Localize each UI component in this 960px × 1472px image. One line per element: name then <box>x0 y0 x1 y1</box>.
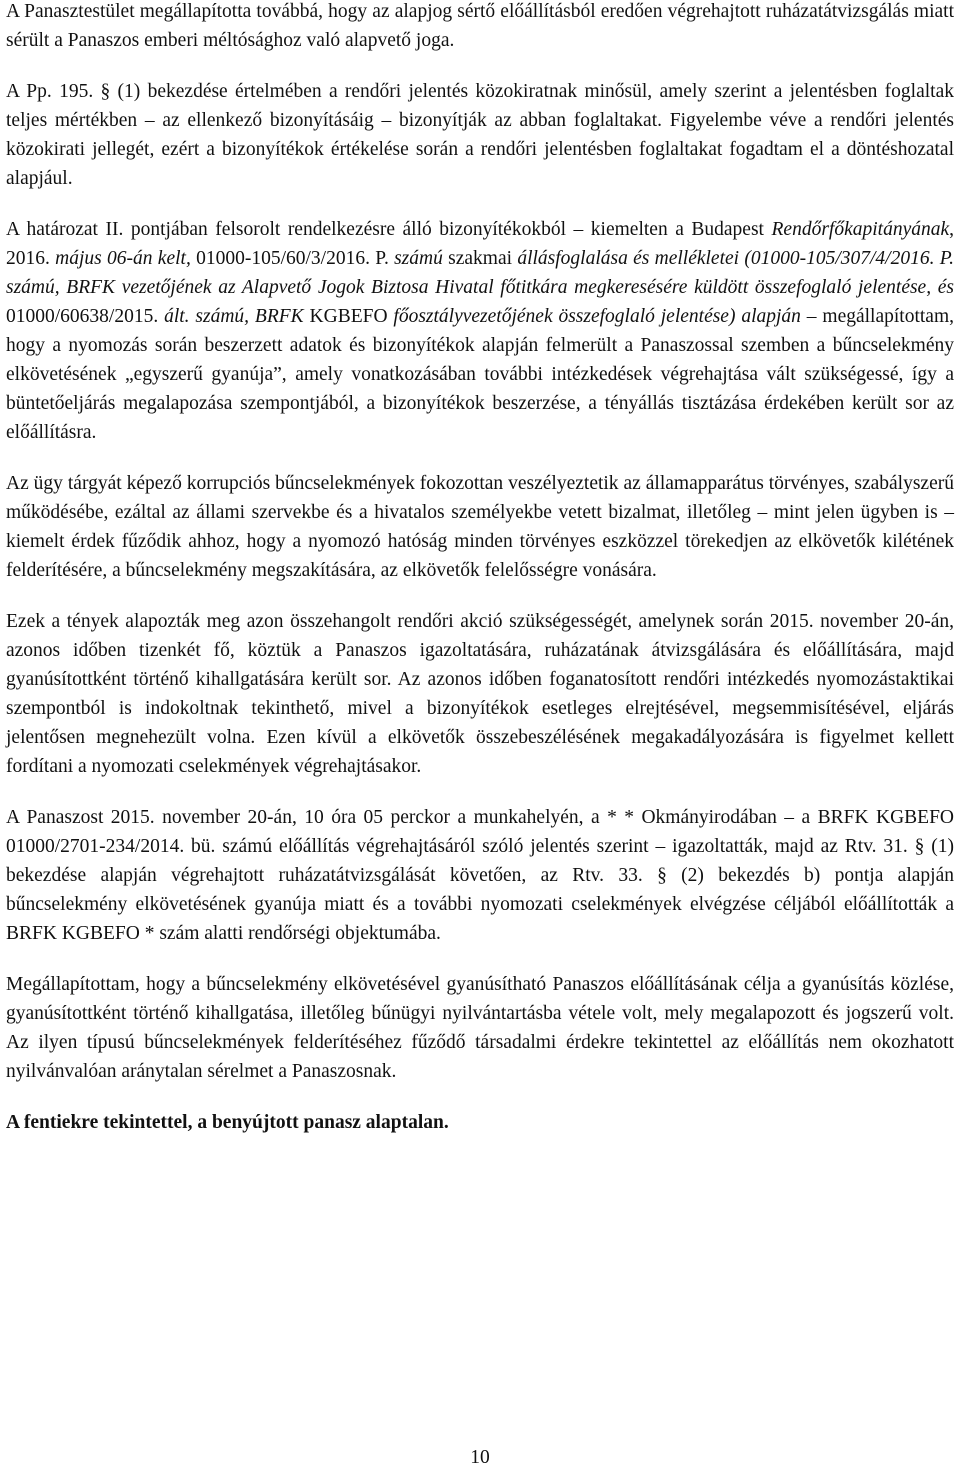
paragraph-3-segment: ált. számú, BRFK <box>164 306 304 327</box>
document-page <box>6 0 954 1159</box>
paragraph-7: Megállapítottam, hogy a bűncselekmény elkövetésével gyanúsítható Panaszos előállításának célja a gyanúsítás közlése, gyanúsítottként történő kihallgatása, illetőleg bűnügyi nyilvántartásba vétele volt, mely megalapozott és jogszerű volt. Az ilyen típusú bűncselekmények felderítéséhez fűződő társadalmi érdekre tekintettel az előállítás nem okozhatott nyilvánvalóan aránytalan sérelmet a Panaszosnak. <box>6 974 954 1082</box>
paragraph-3-segment: Rendőrfőkapitányának <box>771 219 950 240</box>
paragraph-3-segment: főosztályvezetőjének összefoglaló jelentése) alapján <box>393 306 801 327</box>
paragraph-3-segment: A határozat II. pontjában felsorolt rendelkezésre álló bizonyítékokból – kiemelten a Budapest <box>6 219 772 240</box>
paragraph-3-segment: 01000-105/60/3/2016. P. <box>190 248 395 269</box>
paragraph-3-segment: – megállapítottam, hogy a nyomozás során beszerzett adatok és bizonyítékok alapján felmerült a Panaszossal szemben a bűncselekmény elkövetésének „egyszerű gyanúja”, amely vonatkozásában további intézkedések végrehajtása vált szükségessé, így a büntetőeljárás megalapozása szempontjából, a bizonyítékok beszerzése, a tényállás tisztázása érdekében került sor az előállításra. <box>6 306 954 443</box>
paragraph-2: A Pp. 195. § (1) bekezdése értelmében a rendőri jelentés közokiratnak minősül, amely szerint a jelentésben foglaltak teljes mértékben – az ellenkező bizonyításáig – bizonyítják az abban foglaltakat. Figyelembe véve a rendőri jelentés közokirati jellegét, ezért a bizonyítékok értékelése során a rendőri jelentésben foglaltakat fogadtam el a döntéshozatal alapjául. <box>6 81 954 189</box>
paragraph-3-segment: május 06-án kelt, <box>55 248 191 269</box>
conclusion-paragraph: A fentiekre tekintettel, a benyújtott panasz alaptalan. <box>6 1112 449 1133</box>
paragraph-3-segment: állásfoglalása és mellékletei (01000-105/307/4/2016. P. számú, BRFK vezetőjének az Alapvető Jogok Biztosa Hivatal főtitkára megkeresésére küldött összefoglaló jelentése, és <box>6 248 955 298</box>
page-number: 10 <box>470 1447 490 1468</box>
paragraph-6: A Panaszost 2015. november 20-án, 10 óra 05 perckor a munkahelyén, a * * Okmányirodában – a BRFK KGBEFO 01000/2701-234/2014. bü. számú előállítás végrehajtásáról szóló jelentés szerint – igazoltatták, majd az Rtv. 31. § (1) bekezdése alapján végrehajtott ruházatátvizsgálását követően, az Rtv. 33. § (2) bekezdés b) pontja alapján bűncselekmény elkövetésének gyanúja miatt és a további nyomozati cselekmények elvégzése céljából előállították a BRFK KGBEFO * szám alatti rendőrségi objektumába. <box>6 807 954 944</box>
paragraph-3-segment: szakmai <box>442 248 518 269</box>
paragraph-3-segment: KGBEFO <box>303 306 394 327</box>
paragraph-3-segment: számú <box>394 248 443 269</box>
paragraph-3 <box>6 215 954 447</box>
paragraph-1: A Panasztestület megállapította továbbá, hogy az alapjog sértő előállításból eredően végrehajtott ruházatátvizsgálás miatt sérült a Panaszos emberi méltósághoz való alapvető joga. <box>6 1 954 51</box>
paragraph-3-segment: , 2016. <box>6 219 954 269</box>
paragraph-5: Ezek a tények alapozták meg azon összehangolt rendőri akció szükségességét, amelynek során 2015. november 20-án, azonos időben tizenkét fő, köztük a Panaszos igazoltatására, ruházatának átvizsgálására és előállítására, majd gyanúsítottként történő kihallgatására került sor. Az azonos időben foganatosított rendőri intézkedés nyomozástaktikai szempontból is indokoltnak tekinthető, mivel a bizonyítékok esetleges elrejtésével, megsemmisítésével, eljárás jelentősen megnehezült volna. Ezen kívül a elkövetők összebeszélésének megakadályozására is figyelmet kellett fordítani a nyomozati cselekmények végrehajtásakor. <box>6 611 954 777</box>
paragraph-4: Az ügy tárgyát képező korrupciós bűncselekmények fokozottan veszélyeztetik az államapparátus törvényes, szabályszerű működésébe, ezáltal az állami szervekbe és a hivatalos személyekbe vetett bizalmat, illetőleg – mint jelen ügyben is – kiemelt érdek fűződik ahhoz, hogy a nyomozó hatóság minden törvényes eszközzel törekedjen az elkövetők kilétének felderítésére, a bűncselekmény megszakítására, az elkövetők felelősségre vonására. <box>6 473 954 581</box>
paragraph-3-segment: 01000/60638/2015. <box>6 306 165 327</box>
